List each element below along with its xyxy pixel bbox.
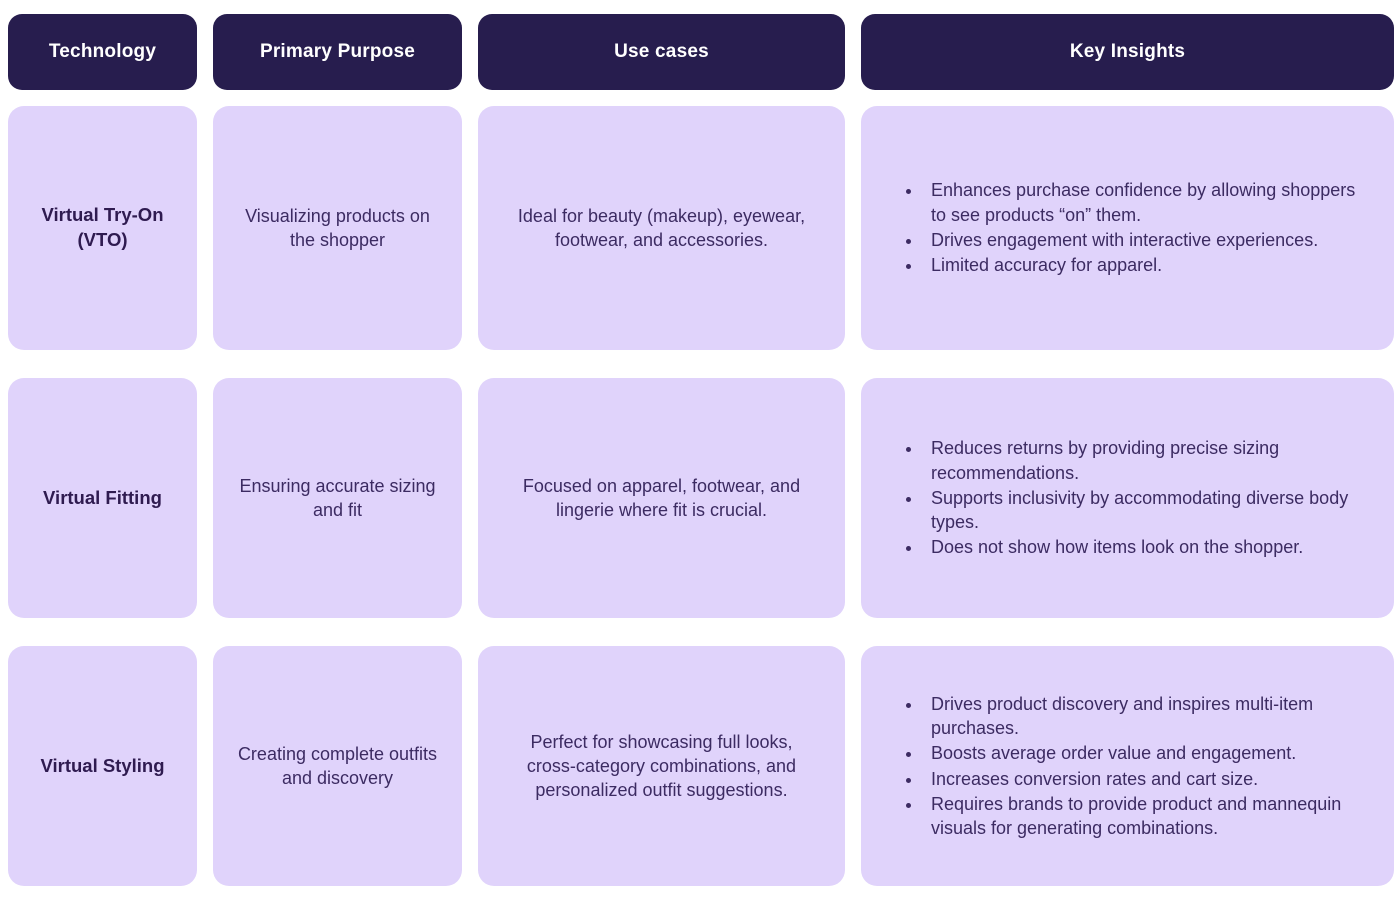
table-header-row [8, 14, 1400, 90]
use-cases-text: Perfect for showcasing full looks, cross-category combinations, and personalized outfit suggestions. [478, 646, 845, 886]
header-use-cases: Use cases [478, 14, 845, 90]
header-key-insights: Key Insights [861, 14, 1394, 90]
insight-item: • Enhances purchase confidence by allowing shoppers to see products “on” them. [923, 178, 1364, 227]
table-row-virtual-try-on [8, 106, 1400, 350]
table-row-virtual-styling [8, 646, 1400, 886]
primary-purpose-text: Visualizing products on the shopper [213, 106, 462, 350]
key-insights-list [861, 378, 1394, 618]
technology-name: Virtual Fitting [8, 378, 197, 618]
insight-item: • Supports inclusivity by accommodating diverse body types. [923, 486, 1364, 535]
primary-purpose-text: Ensuring accurate sizing and fit [213, 378, 462, 618]
technology-name: Virtual Styling [8, 646, 197, 886]
insight-item: • Limited accuracy for apparel. [923, 253, 1364, 277]
technology-name: Virtual Try-On (VTO) [8, 106, 197, 350]
insight-item: • Requires brands to provide product and mannequin visuals for generating combinations. [923, 792, 1364, 841]
primary-purpose-text: Creating complete outfits and discovery [213, 646, 462, 886]
insight-item: • Boosts average order value and engagement. [923, 741, 1364, 765]
insight-item: • Drives engagement with interactive experiences. [923, 228, 1364, 252]
key-insights-list [861, 646, 1394, 886]
insight-item: • Drives product discovery and inspires multi-item purchases. [923, 692, 1364, 741]
use-cases-text: Ideal for beauty (makeup), eyewear, footwear, and accessories. [478, 106, 845, 350]
use-cases-text: Focused on apparel, footwear, and lingerie where fit is crucial. [478, 378, 845, 618]
insight-item: • Reduces returns by providing precise sizing recommendations. [923, 436, 1364, 485]
insight-item: • Increases conversion rates and cart size. [923, 767, 1364, 791]
key-insights-list [861, 106, 1394, 350]
insight-item: • Does not show how items look on the shopper. [923, 535, 1364, 559]
header-primary-purpose: Primary Purpose [213, 14, 462, 90]
header-technology: Technology [8, 14, 197, 90]
table-row-virtual-fitting [8, 378, 1400, 618]
